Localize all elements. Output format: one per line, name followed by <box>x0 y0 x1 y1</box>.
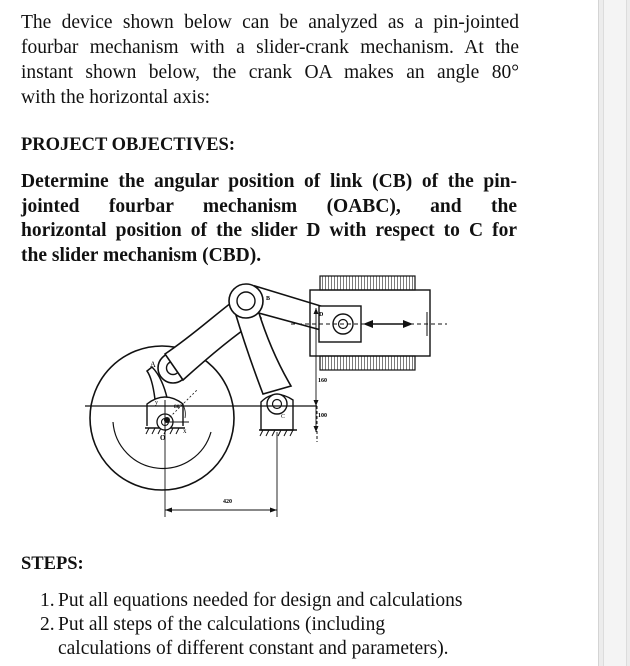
intro-line: instant shown below, the crank OA makes an angle 80° <box>21 62 519 83</box>
dimension-160-label: 160 <box>318 378 327 384</box>
intro-line: The device shown below can be analyzed as a pin-jointed <box>21 12 519 33</box>
step-number: 1. <box>40 590 55 611</box>
label-angle: 80° <box>174 404 182 410</box>
lower-guide-rail <box>320 356 415 370</box>
scrollbar[interactable] <box>598 0 630 666</box>
objective-paragraph <box>21 170 517 268</box>
dimension-100-label: 100 <box>318 413 327 419</box>
intro-line: fourbar mechanism with a slider-crank mechanism. At the <box>21 37 519 58</box>
pivot-marker <box>164 417 170 423</box>
step-text: calculations of different constant and parameters). <box>58 638 449 659</box>
steps-list <box>40 589 540 661</box>
label-a: A <box>150 360 156 369</box>
step-text: Put all steps of the calculations (including <box>58 614 386 635</box>
intro-paragraph <box>21 10 519 110</box>
label-x: x <box>183 427 187 435</box>
mechanism-diagram <box>85 272 460 522</box>
objective-line: Determine the angular position of link (CB) of the pin- <box>21 171 517 192</box>
label-c: C <box>281 414 286 420</box>
list-item <box>40 613 540 661</box>
list-item <box>40 589 540 613</box>
label-y: y <box>155 400 158 406</box>
objective-line: the slider mechanism (CBD). <box>21 244 262 266</box>
scrollbar-thumb[interactable] <box>603 0 627 666</box>
intro-line: with the horizontal axis: <box>21 87 211 108</box>
link-cb <box>235 310 291 394</box>
steps-heading: STEPS: <box>21 554 84 574</box>
dimension-420-label: 420 <box>223 499 232 505</box>
objectives-heading: PROJECT OBJECTIVES: <box>21 135 235 155</box>
label-o: O <box>160 434 166 442</box>
label-b: B <box>266 296 271 302</box>
objective-line: horizontal position of the slider D with respect to C for <box>21 220 517 241</box>
objective-line: jointed fourbar mechanism (OABC), and the <box>21 195 517 217</box>
label-d: D <box>319 312 324 318</box>
step-text: Put all equations needed for design and calculations <box>58 590 463 611</box>
upper-guide-rail <box>320 276 415 290</box>
step-number: 2. <box>40 614 55 635</box>
